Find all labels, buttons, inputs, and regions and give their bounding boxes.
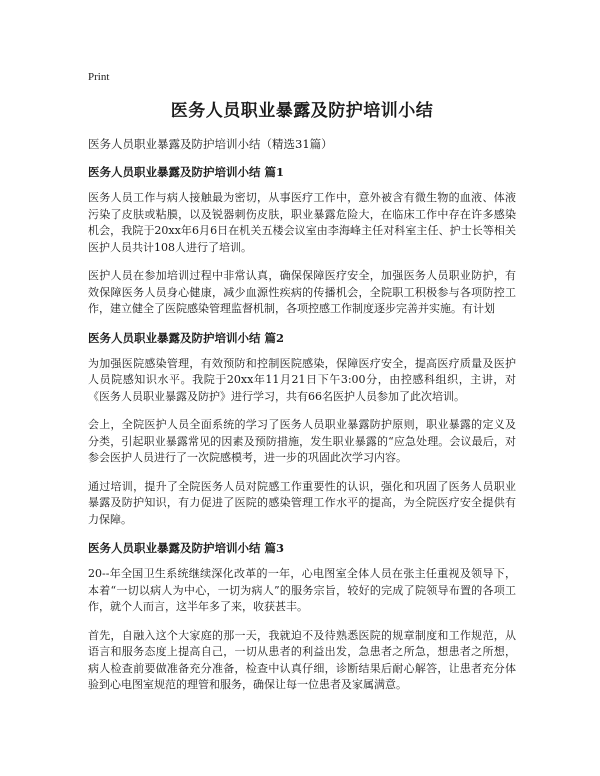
document-title: 医务人员职业暴露及防护培训小结 bbox=[170, 101, 434, 121]
section-3 bbox=[88, 540, 516, 694]
paragraph: 20--年全国卫生系统继续深化改革的一年，心电图室全体人员在张主任重视及领导下，本着“一切以病人为中心，一切为病人”的服务宗旨，较好的完成了院领导布置的各项工作，就个人而言，这半年多了来，收获甚丰。 bbox=[88, 567, 516, 613]
section-heading: 医务人员职业暴露及防护培训小结 篇3 bbox=[88, 541, 285, 555]
paragraph: 为加强医院感染管理，有效预防和控制医院感染，保障医疗安全，提高医疗质量及医护人员院感知识水平。我院于20xx年11月21日下午3:00分，由控感科组织，主讲，对《医务人员职业暴露及防护》进行学习，共有66名医护人员参加了此次培训。 bbox=[88, 356, 516, 403]
paragraph: 通过培训，提升了全院医务人员对院感工作重要性的认识，强化和巩固了医务人员职业暴露及防护知识，有力促进了医院的感染管理工作水平的提高，为全院医疗安全提供有力保障。 bbox=[88, 479, 516, 526]
paragraph: 首先，自融入这个大家庭的那一天，我就迫不及待熟悉医院的规章制度和工作规范，从语言和服务态度上提高自己，一切从患者的利益出发，急患者之所急，想患者之所想，病人检查前要做准备充分准备，检查中认真仔细，诊断结果后耐心解答，让患者充分体验到心电图室规范的理管和服务，确保让每一位患者及家属满意。 bbox=[88, 628, 516, 691]
section-2 bbox=[88, 330, 516, 529]
paragraph: 医务人员工作与病人接触最为密切，从事医疗工作中，意外被含有微生物的血液、体液污染了皮肤或粘膜，以及锐器刺伤皮肤，职业暴露危险大，在临床工作中存在许多感染机会，我院于20xx年6月6日在机关五楼会议室由李海峰主任对科室主任、护士长等相关医护人员共计108人进行了培训。 bbox=[88, 191, 516, 254]
paragraph: 医护人员在参加培训过程中非常认真，确保保障医疗安全，加强医务人员职业防护，有效保障医务人员身心健康，减少血源性疾病的传播机会，全院职工积极参与各项防控工作，建立健全了医院感染管理监督机制，各项控感工作制度逐步完善并实施。有计划 bbox=[88, 269, 516, 315]
section-heading: 医务人员职业暴露及防护培训小结 篇1 bbox=[88, 165, 285, 179]
document-page bbox=[88, 70, 516, 706]
paragraph: 会上，全院医护人员全面系统的学习了医务人员职业暴露防护原则，职业暴露的定义及分类，引起职业暴露常见的因素及预防措施，发生职业暴露的“应急处理。会议最后，对参会医护人员进行了一次院感模考，进一步的巩固此次学习内容。 bbox=[88, 418, 516, 464]
section-1 bbox=[88, 164, 516, 318]
print-label[interactable]: Print bbox=[88, 71, 110, 83]
section-heading: 医务人员职业暴露及防护培训小结 篇2 bbox=[88, 330, 285, 345]
document-subtitle: 医务人员职业暴露及防护培训小结（精选31篇） bbox=[88, 137, 333, 151]
